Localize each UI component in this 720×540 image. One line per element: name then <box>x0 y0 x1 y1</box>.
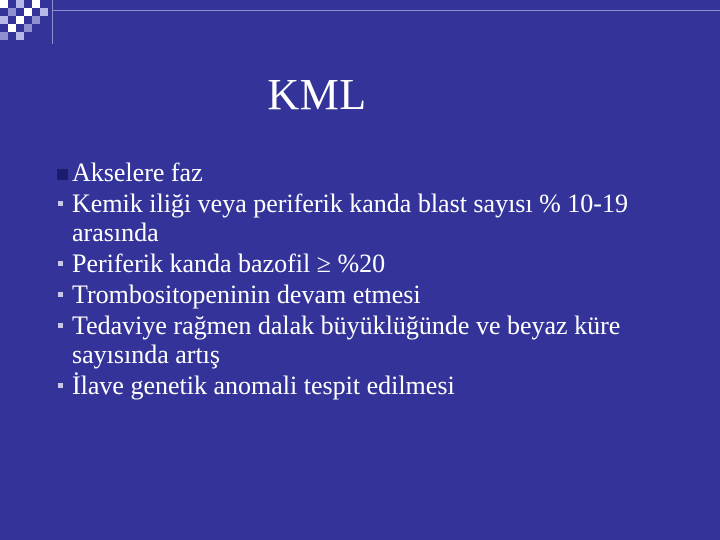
bullet-item <box>60 311 690 369</box>
square-bullet-icon <box>57 169 68 180</box>
bullet-text: Periferik kanda bazofil ≥ %20 <box>72 249 386 278</box>
dot-bullet-icon <box>58 292 63 297</box>
slide-title: KML <box>267 70 367 119</box>
deco-square-icon <box>16 16 24 24</box>
deco-square-icon <box>32 0 40 8</box>
deco-square-icon <box>24 8 32 16</box>
dot-bullet-icon <box>58 261 63 266</box>
bullet-text: Kemik iliği veya periferik kanda blast sayısı % 10-19 arasında <box>72 189 628 247</box>
bullet-list <box>60 158 690 402</box>
deco-square-icon <box>8 24 16 32</box>
dot-bullet-icon <box>58 201 63 206</box>
bullet-text: İlave genetik anomali tespit edilmesi <box>72 371 455 400</box>
deco-square-icon <box>16 0 24 8</box>
bullet-item <box>60 189 690 247</box>
deco-square-icon <box>24 24 32 32</box>
deco-square-icon <box>0 32 8 40</box>
bullet-text: Trombositopeninin devam etmesi <box>72 280 421 309</box>
left-rule-line <box>52 0 53 44</box>
dot-bullet-icon <box>58 323 63 328</box>
bullet-text: Tedaviye rağmen dalak büyüklüğünde ve beyaz küre sayısında artış <box>72 311 621 369</box>
deco-square-icon <box>0 16 8 24</box>
deco-square-icon <box>8 8 16 16</box>
dot-bullet-icon <box>58 383 63 388</box>
deco-square-icon <box>32 16 40 24</box>
top-rule-line <box>52 10 720 11</box>
bullet-text: Akselere faz <box>72 158 203 187</box>
bullet-item <box>60 158 690 187</box>
deco-square-icon <box>16 32 24 40</box>
deco-square-icon <box>0 0 8 8</box>
deco-square-icon <box>40 8 48 16</box>
bullet-item <box>60 280 690 309</box>
bullet-item <box>60 249 690 278</box>
bullet-item <box>60 371 690 400</box>
